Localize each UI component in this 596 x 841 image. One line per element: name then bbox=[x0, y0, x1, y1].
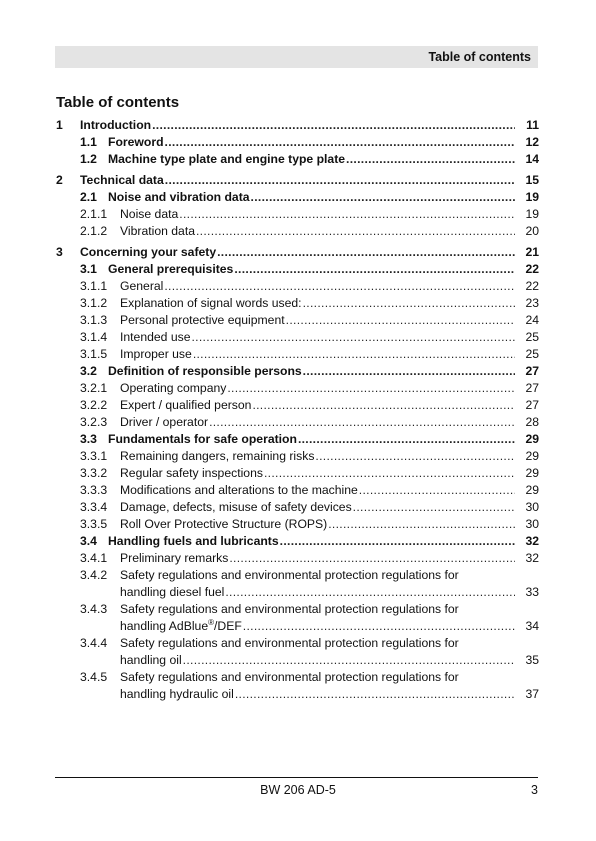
toc-entry-number: 3.3.1 bbox=[80, 449, 108, 463]
toc-entry-title: handling diesel fuel bbox=[120, 585, 225, 599]
toc-entry-title: Intended use bbox=[120, 330, 191, 344]
toc-entry[interactable] bbox=[56, 134, 539, 151]
dot-leader bbox=[298, 431, 515, 448]
dot-leader bbox=[165, 172, 515, 189]
toc-entry-title: Roll Over Protective Structure (ROPS) bbox=[120, 517, 328, 531]
toc-entry[interactable] bbox=[56, 465, 539, 482]
dot-leader bbox=[243, 618, 515, 635]
toc-entry-title: General prerequisites bbox=[108, 262, 234, 276]
toc-entry-number: 3.2 bbox=[80, 364, 97, 378]
toc-entry-title: Improper use bbox=[120, 347, 192, 361]
toc-entry-number: 3.4.4 bbox=[80, 636, 108, 650]
registered-mark: ® bbox=[208, 617, 215, 627]
toc-entry-title: Concerning your safety bbox=[80, 245, 217, 259]
dot-leader bbox=[280, 533, 515, 550]
toc-entry[interactable] bbox=[56, 601, 539, 635]
toc-entry-title: Handling fuels and lubricants bbox=[108, 534, 279, 548]
toc-entry-page: 27 bbox=[525, 364, 539, 378]
toc-entry-number: 1.2 bbox=[80, 152, 97, 166]
dot-leader bbox=[353, 499, 515, 516]
toc-entry[interactable] bbox=[56, 346, 539, 363]
toc-entry-page: 29 bbox=[525, 466, 539, 480]
toc-entry-number: 3.3.2 bbox=[80, 466, 108, 480]
toc-entry[interactable] bbox=[56, 567, 539, 601]
toc-entry-number: 3.2.2 bbox=[80, 398, 108, 412]
toc-entry-title: Machine type plate and engine type plate bbox=[108, 152, 346, 166]
dot-leader bbox=[359, 482, 515, 499]
toc-entry-number: 3.4 bbox=[80, 534, 97, 548]
toc-entry[interactable] bbox=[56, 669, 539, 703]
toc-entry[interactable] bbox=[56, 172, 539, 189]
toc-entry-title: Driver / operator bbox=[120, 415, 209, 429]
toc-entry-number: 1 bbox=[56, 118, 63, 132]
toc-entry-number: 3.1.5 bbox=[80, 347, 108, 361]
table-of-contents bbox=[56, 117, 539, 703]
toc-entry-page: 19 bbox=[525, 207, 539, 221]
dot-leader bbox=[152, 117, 515, 134]
dot-leader bbox=[252, 397, 515, 414]
toc-entry-page: 34 bbox=[525, 619, 539, 633]
dot-leader bbox=[179, 206, 515, 223]
toc-entry-page: 32 bbox=[525, 534, 539, 548]
toc-entry-number: 2.1.2 bbox=[80, 224, 108, 238]
toc-entry[interactable] bbox=[56, 482, 539, 499]
toc-entry-title: Foreword bbox=[108, 135, 164, 149]
toc-entry-title: Fundamentals for safe operation bbox=[108, 432, 297, 446]
dot-leader bbox=[193, 346, 515, 363]
toc-entry-number: 3.1 bbox=[80, 262, 97, 276]
toc-entry-title-line: Safety regulations and environmental protection regulations for bbox=[120, 602, 459, 616]
toc-entry-title-line: Safety regulations and environmental protection regulations for bbox=[120, 568, 459, 582]
toc-entry[interactable] bbox=[56, 278, 539, 295]
dot-leader bbox=[196, 223, 515, 240]
toc-entry-page: 35 bbox=[525, 653, 539, 667]
toc-entry-number: 3.2.1 bbox=[80, 381, 108, 395]
toc-entry[interactable] bbox=[56, 635, 539, 669]
toc-entry-number: 3.1.3 bbox=[80, 313, 108, 327]
toc-entry-page: 29 bbox=[525, 449, 539, 463]
toc-entry-number: 3.2.3 bbox=[80, 415, 108, 429]
toc-entry-page: 30 bbox=[525, 500, 539, 514]
toc-entry-title: handling oil bbox=[120, 653, 182, 667]
toc-entry-page: 15 bbox=[525, 173, 539, 187]
toc-entry[interactable] bbox=[56, 312, 539, 329]
toc-entry-number: 3.1.1 bbox=[80, 279, 108, 293]
toc-entry-page: 14 bbox=[525, 152, 539, 166]
toc-entry-title: handling hydraulic oil bbox=[120, 687, 234, 701]
dot-leader bbox=[286, 312, 515, 329]
dot-leader bbox=[303, 363, 515, 380]
dot-leader bbox=[209, 414, 515, 431]
toc-entry-number: 3.3.4 bbox=[80, 500, 108, 514]
toc-entry[interactable] bbox=[56, 499, 539, 516]
toc-entry-title-suffix: /DEF bbox=[214, 619, 242, 633]
toc-entry-page: 25 bbox=[525, 330, 539, 344]
toc-entry-number: 2.1 bbox=[80, 190, 97, 204]
dot-leader bbox=[235, 686, 515, 703]
toc-entry[interactable] bbox=[56, 363, 539, 380]
toc-entry-title: Personal protective equipment bbox=[120, 313, 285, 327]
dot-leader bbox=[328, 516, 515, 533]
toc-entry[interactable] bbox=[56, 380, 539, 397]
toc-entry-number: 3.4.1 bbox=[80, 551, 108, 565]
toc-entry-page: 22 bbox=[525, 279, 539, 293]
toc-entry-title: Operating company bbox=[120, 381, 227, 395]
toc-entry-number: 3.3.5 bbox=[80, 517, 108, 531]
dot-leader bbox=[264, 465, 515, 482]
toc-entry-title: Preliminary remarks bbox=[120, 551, 229, 565]
dot-leader bbox=[217, 244, 515, 261]
toc-entry[interactable] bbox=[56, 244, 539, 261]
toc-entry-number: 3.4.3 bbox=[80, 602, 108, 616]
footer-page-number: 3 bbox=[531, 783, 538, 797]
toc-entry-number: 3.3 bbox=[80, 432, 97, 446]
toc-entry[interactable] bbox=[56, 431, 539, 448]
toc-entry-number: 1.1 bbox=[80, 135, 97, 149]
toc-entry[interactable] bbox=[56, 261, 539, 278]
toc-entry[interactable] bbox=[56, 117, 539, 134]
toc-entry[interactable] bbox=[56, 189, 539, 206]
toc-entry[interactable] bbox=[56, 223, 539, 240]
dot-leader bbox=[227, 380, 515, 397]
toc-entry-page: 29 bbox=[525, 432, 539, 446]
toc-entry-page: 29 bbox=[525, 483, 539, 497]
toc-entry-page: 21 bbox=[525, 245, 539, 259]
toc-entry-title: Technical data bbox=[80, 173, 164, 187]
toc-entry[interactable] bbox=[56, 550, 539, 567]
toc-entry[interactable] bbox=[56, 397, 539, 414]
dot-leader bbox=[229, 550, 515, 567]
toc-entry-page: 37 bbox=[525, 687, 539, 701]
toc-entry-title-line: Safety regulations and environmental protection regulations for bbox=[120, 636, 459, 650]
dot-leader bbox=[303, 295, 515, 312]
toc-entry-title: Vibration data bbox=[120, 224, 195, 238]
toc-entry[interactable] bbox=[56, 414, 539, 431]
toc-entry-title: Modifications and alterations to the machine bbox=[120, 483, 358, 497]
toc-entry-title: General bbox=[120, 279, 164, 293]
toc-entry-page: 11 bbox=[526, 118, 539, 132]
toc-entry-number: 3.1.2 bbox=[80, 296, 108, 310]
toc-entry-page: 33 bbox=[525, 585, 539, 599]
dot-leader bbox=[251, 189, 515, 206]
footer-document-name: BW 206 AD-5 bbox=[260, 783, 336, 797]
toc-entry-title: Regular safety inspections bbox=[120, 466, 263, 480]
toc-entry-page: 12 bbox=[525, 135, 539, 149]
toc-entry-title: Definition of responsible persons bbox=[108, 364, 302, 378]
dot-leader bbox=[183, 652, 515, 669]
dot-leader bbox=[165, 134, 515, 151]
toc-entry-title: Noise data bbox=[120, 207, 179, 221]
toc-entry[interactable] bbox=[56, 295, 539, 312]
toc-entry-page: 27 bbox=[525, 381, 539, 395]
toc-entry[interactable] bbox=[56, 448, 539, 465]
toc-entry[interactable] bbox=[56, 329, 539, 346]
dot-leader bbox=[164, 278, 515, 295]
dot-leader bbox=[225, 584, 515, 601]
footer-divider bbox=[55, 777, 538, 778]
toc-entry-number: 3.3.3 bbox=[80, 483, 108, 497]
dot-leader bbox=[346, 151, 515, 168]
toc-entry-page: 32 bbox=[525, 551, 539, 565]
toc-entry-number: 3.4.5 bbox=[80, 670, 108, 684]
toc-entry[interactable] bbox=[56, 533, 539, 550]
dot-leader bbox=[191, 329, 515, 346]
toc-entry-number: 2.1.1 bbox=[80, 207, 108, 221]
toc-entry[interactable] bbox=[56, 151, 539, 168]
toc-entry-number: 2 bbox=[56, 173, 63, 187]
toc-entry-title: Remaining dangers, remaining risks bbox=[120, 449, 315, 463]
toc-entry-page: 20 bbox=[525, 224, 539, 238]
toc-entry-page: 25 bbox=[525, 347, 539, 361]
toc-entry-page: 19 bbox=[525, 190, 539, 204]
dot-leader bbox=[234, 261, 515, 278]
toc-entry-title: handling AdBlue bbox=[120, 619, 209, 633]
toc-entry-number: 3.1.4 bbox=[80, 330, 108, 344]
running-header-title: Table of contents bbox=[428, 50, 531, 64]
toc-entry-page: 24 bbox=[525, 313, 539, 327]
dot-leader bbox=[315, 448, 515, 465]
running-header bbox=[55, 46, 538, 68]
toc-entry-number: 3 bbox=[56, 245, 63, 259]
toc-entry-title: Introduction bbox=[80, 118, 152, 132]
toc-entry-page: 22 bbox=[525, 262, 539, 276]
toc-entry-page: 30 bbox=[525, 517, 539, 531]
toc-entry-title: Damage, defects, misuse of safety devices bbox=[120, 500, 352, 514]
toc-entry-number: 3.4.2 bbox=[80, 568, 108, 582]
toc-entry[interactable] bbox=[56, 206, 539, 223]
toc-entry-page: 27 bbox=[525, 398, 539, 412]
toc-entry-title: Expert / qualified person bbox=[120, 398, 252, 412]
toc-entry-page: 28 bbox=[525, 415, 539, 429]
toc-entry-title: Explanation of signal words used: bbox=[120, 296, 302, 310]
page-title: Table of contents bbox=[56, 94, 180, 111]
toc-entry-title-line: Safety regulations and environmental protection regulations for bbox=[120, 670, 459, 684]
toc-entry-page: 23 bbox=[525, 296, 539, 310]
toc-entry-title: Noise and vibration data bbox=[108, 190, 250, 204]
toc-entry[interactable] bbox=[56, 516, 539, 533]
